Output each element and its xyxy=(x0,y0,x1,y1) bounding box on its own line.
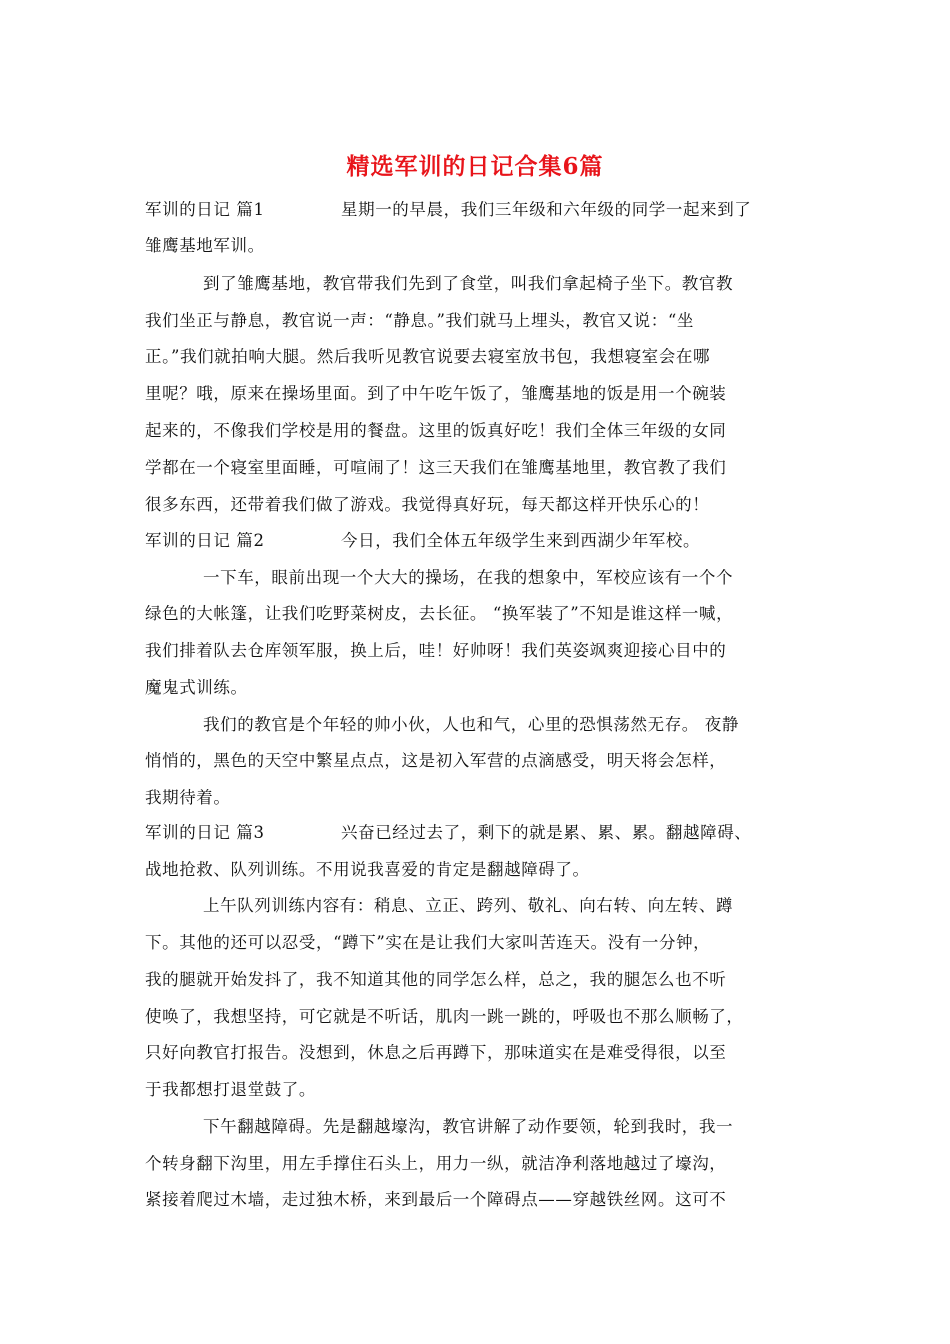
text-line: 我们的教官是个年轻的帅小伙，人也和气，心里的恐惧荡然无存。 夜静 xyxy=(203,715,739,734)
text-line: 我们坐正与静息，教官说一声：“静息。”我们就马上埋头，教官又说：“坐 xyxy=(145,311,694,330)
text-line: 个转身翻下沟里，用左手撑住石头上，用力一纵，就洁净利落地越过了壕沟， xyxy=(145,1154,727,1173)
text-line: 紧接着爬过木墙，走过独木桥，来到最后一个障碍点——穿越铁丝网。这可不 xyxy=(145,1190,727,1209)
text-line: 下午翻越障碍。先是翻越壕沟，教官讲解了动作要领，轮到我时，我一 xyxy=(203,1117,734,1136)
text-line: 里呢？哦，原来在操场里面。到了中午吃午饭了，雏鹰基地的饭是用一个碗装 xyxy=(145,384,727,403)
paragraph-text: 兴奋已经过去了，剩下的就是累、累、累。翻越障碍、 xyxy=(341,823,752,842)
paragraph-text: 今日，我们全体五年级学生来到西湖少年军校。 xyxy=(341,531,701,550)
text-line: 只好向教官打报告。没想到，休息之后再蹲下，那味道实在是难受得很，以至 xyxy=(145,1043,727,1062)
text-line: 使唤了，我想坚持，可它就是不听话，肌肉一跳一跳的，呼吸也不那么顺畅了， xyxy=(145,1007,744,1026)
text-line: 很多东西，还带着我们做了游戏。我觉得真好玩，每天都这样开快乐心的！ xyxy=(145,495,710,514)
section-heading-line-2 xyxy=(145,531,825,551)
text-line: 上午队列训练内容有：稍息、立正、跨列、敬礼、向右转、向左转、蹲 xyxy=(203,896,734,915)
text-line: 正。”我们就拍响大腿。然后我听见教官说要去寝室放书包，我想寝室会在哪 xyxy=(145,347,711,366)
text-line: 悄悄的，黑色的天空中繁星点点，这是初入军营的点滴感受，明天将会怎样， xyxy=(145,751,727,770)
document-title: 精选军训的日记合集6篇 xyxy=(346,153,604,180)
text-line: 魔鬼式训练。 xyxy=(145,678,248,697)
text-line: 到了雏鹰基地，教官带我们先到了食堂，叫我们拿起椅子坐下。教官教 xyxy=(203,274,734,293)
section-heading-line-3 xyxy=(145,823,825,843)
text-line: 学都在一个寝室里面睡，可喧闹了！这三天我们在雏鹰基地里，教官教了我们 xyxy=(145,458,727,477)
text-line: 我的腿就开始发抖了，我不知道其他的同学怎么样，总之，我的腿怎么也不听 xyxy=(145,970,727,989)
text-line: 战地抢救、队列训练。不用说我喜爱的肯定是翻越障碍了。 xyxy=(145,860,590,879)
section-label: 军训的日记 篇3 xyxy=(145,823,265,842)
text-line: 雏鹰基地军训。 xyxy=(145,236,265,255)
text-line: 起来的，不像我们学校是用的餐盘。这里的饭真好吃！我们全体三年级的女同 xyxy=(145,421,727,440)
paragraph-text: 星期一的早晨，我们三年级和六年级的同学一起来到了 xyxy=(341,200,752,219)
section-label: 军训的日记 篇1 xyxy=(145,200,265,219)
section-label: 军训的日记 篇2 xyxy=(145,531,265,550)
text-line: 我们排着队去仓库领军服，换上后，哇！好帅呀！我们英姿飒爽迎接心目中的 xyxy=(145,641,727,660)
text-line: 绿色的大帐篷，让我们吃野菜树皮，去长征。 “换军装了”不知是谁这样一喊， xyxy=(145,604,734,623)
text-line: 我期待着。 xyxy=(145,788,231,807)
text-line: 下。其他的还可以忍受，“蹲下”实在是让我们大家叫苦连天。没有一分钟， xyxy=(145,933,711,952)
section-heading-line-1 xyxy=(145,200,825,220)
text-line: 一下车，眼前出现一个大大的操场，在我的想象中，军校应该有一个个 xyxy=(203,568,734,587)
text-line: 于我都想打退堂鼓了。 xyxy=(145,1080,316,1099)
